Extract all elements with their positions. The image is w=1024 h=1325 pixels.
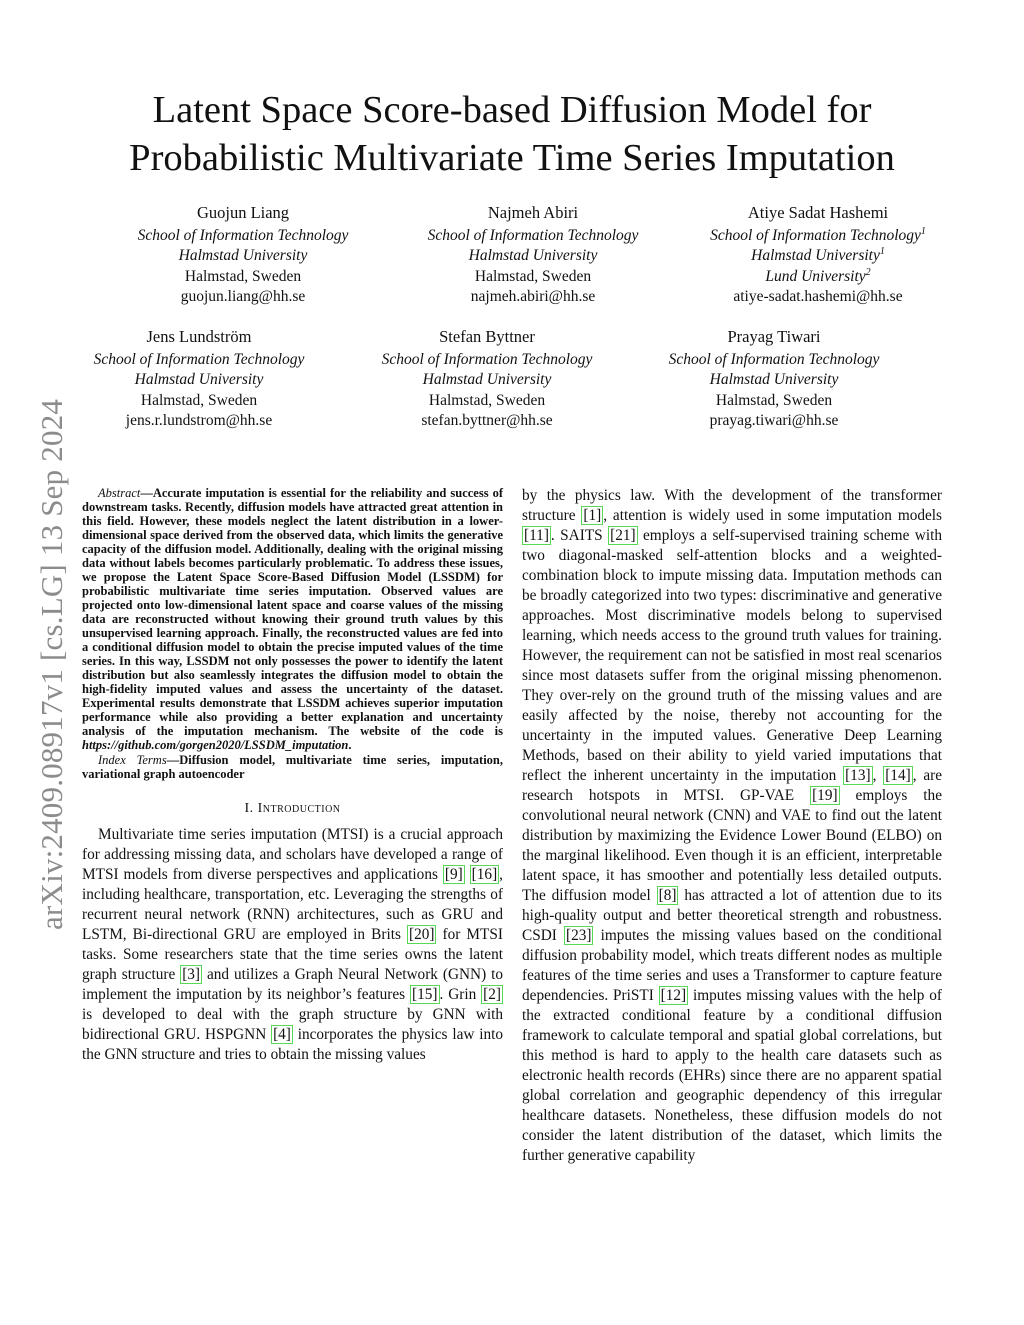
- paper-title: [0, 86, 1024, 182]
- abstract: Abstract—Accurate imputation is essential for the reliability and success of downstream tasks. Recently, diffusion models have attracted great attention in this field. However, these models neglect the latent distribution in a lower-dimensional space derived from the observed data, which limits the generative capacity of the diffusion model. Additionally, dealing with the original missing data without labels becomes particularly problematic. To address these issues, we propose the Latent Space Score-Based Diffusion Model (LSSDM) for probabilistic multivariate time series imputation. Observed values are projected onto low-dimensional latent space and coarse values of the missing data are reconstructed without knowing their ground truth values by this unsupervised learning approach. Finally, the reconstructed values are fed into a conditional diffusion model to obtain the precise imputed values of the time series. In this way, LSSDM not only possesses the power to identify the latent distribution but also seamlessly integrates the diffusion model to obtain the high-fidelity imputed values and assess the uncertainty of the dataset. Experimental results demonstrate that LSSDM achieves superior imputation performance while also providing a better explanation and uncertainty analysis of the imputation mechanism. The website of the code is https://github.com/gorgen2020/LSSDM_imputation.: [82, 486, 503, 752]
- arxiv-identifier: arXiv:2409.08917v1 [cs.LG] 13 Sep 2024: [34, 398, 69, 930]
- author-block-5: [342, 327, 632, 432]
- right-column: [522, 486, 942, 1166]
- title-line-2: Probabilistic Multivariate Time Series Imputation: [129, 137, 895, 179]
- author-location: Halmstad, Sweden: [474, 267, 592, 285]
- author-email: stefan.byttner@hh.se: [421, 412, 553, 430]
- author-school: School of Information Technology: [668, 350, 880, 368]
- citation-link[interactable]: [19]: [812, 787, 838, 804]
- author-university: Halmstad University: [468, 247, 598, 265]
- author-name: Guojun Liang: [196, 203, 290, 222]
- author-university: Halmstad University: [422, 371, 552, 389]
- citation-link[interactable]: [16]: [471, 866, 498, 883]
- author-block-4: [54, 327, 344, 432]
- author-university: Halmstad University: [134, 371, 264, 389]
- author-email: najmeh.abiri@hh.se: [470, 288, 596, 306]
- index-terms: [82, 753, 503, 781]
- citation-link[interactable]: [13]: [845, 767, 871, 784]
- abstract-label: Abstract: [98, 486, 141, 500]
- author-name: Jens Lundström: [146, 327, 252, 346]
- left-column: [82, 486, 503, 1065]
- author-name: Stefan Byttner: [439, 327, 535, 346]
- intro-paragraph-continued: by the physics law. With the development of the transformer structure [1] , attention is widely used in some imputation models [11] . SAITS [21] employs a self-supervised training scheme with two diagonal-masked self-attention blocks and a weighted-combination block to impute missing data. Imputation methods can be broadly categorized into two types: discriminative and generative approaches. Most discriminative models belong to supervised learning, which needs access to the ground truth values for training. However, the requirement can not be satisfied in most real scenarios since most datasets suffer from the original missing phenomenon. They over-rely on the ground truth of the missing values and are easily affected by the noise, thereby not accounting for the uncertainty in the imputed values. Generative Deep Learning Methods, based on their ability to yield varied imputations that reflect the inherent uncertainty in the imputation [13] , [14] , are research hotspots in MTSI. GP-VAE [19] employs the convolutional neural network (CNN) and VAE to find out the latent distribution by maximizing the Evidence Lower Bound (ELBO) on the marginal likelihood. Even though it is an efficient, interpretable latent space, it has smoother and potentially less detailed outputs. The diffusion model [8] has attracted a lot of attention due to its high-quality output and better theoretical strength and robustness. CSDI [23] imputes the missing values based on the conditional diffusion probability model, which treats different nodes as multiple features of the time series and uses a Transformer to capture feature dependencies. PriSTI [12] imputes missing values with the help of the extracted conditional feature by a conditional diffusion framework to calculate temporal and spatial global correlations, but this method is hard to apply to the health care datasets such as electronic health records (EHRs) since there are no apparent spatial global correlation and geographic dependency of this irregular healthcare datasets. Nonetheless, these diffusion models do not consider the latent distribution of the dataset, which limits the further generative capability: [522, 487, 943, 1164]
- author-name: Prayag Tiwari: [727, 327, 821, 346]
- author-name: Najmeh Abiri: [487, 203, 579, 222]
- author-location: Halmstad, Sweden: [184, 267, 302, 285]
- author-email: guojun.liang@hh.se: [180, 288, 306, 306]
- author-email: atiye-sadat.hashemi@hh.se: [733, 288, 903, 306]
- author-school: School of Information Technology: [137, 226, 349, 244]
- code-link[interactable]: https://github.com/gorgen2020/LSSDM_imputation: [82, 738, 349, 752]
- author-block-6: [629, 327, 919, 432]
- author-university: Halmstad University: [178, 247, 308, 265]
- citation-link[interactable]: [2]: [483, 986, 502, 1003]
- author-school: School of Information Technology: [381, 350, 593, 368]
- author-location: Halmstad, Sweden: [140, 391, 258, 409]
- author-block-3: [673, 203, 963, 308]
- citation-link[interactable]: [11]: [524, 527, 549, 544]
- citation-link[interactable]: [14]: [885, 767, 911, 784]
- citation-link[interactable]: [12]: [660, 987, 687, 1004]
- author-university: Halmstad University: [709, 371, 839, 389]
- author-school: School of Information Technology$^1$: [710, 225, 926, 244]
- author-university-2: Lund University$^2$: [765, 266, 871, 285]
- author-school: School of Information Technology: [427, 226, 639, 244]
- citation-link[interactable]: [15]: [412, 986, 438, 1003]
- citation-link[interactable]: [1]: [583, 507, 602, 524]
- citation-link[interactable]: [4]: [273, 1026, 291, 1043]
- citation-link[interactable]: [8]: [658, 887, 677, 904]
- citation-link[interactable]: [9]: [444, 866, 463, 883]
- index-terms-label: Index Terms: [98, 753, 167, 767]
- author-email: jens.r.lundstrom@hh.se: [125, 412, 273, 430]
- title-line-1: Latent Space Score-based Diffusion Model for: [152, 89, 872, 131]
- author-name: Atiye Sadat Hashemi: [747, 203, 889, 222]
- author-school: School of Information Technology: [93, 350, 305, 368]
- section-heading: I. Introduction: [244, 801, 341, 816]
- citation-link[interactable]: [3]: [182, 966, 201, 983]
- citation-link[interactable]: [21]: [610, 527, 636, 544]
- author-location: Halmstad, Sweden: [715, 391, 833, 409]
- author-location: Halmstad, Sweden: [428, 391, 546, 409]
- author-university: Halmstad University$^1$: [751, 246, 885, 265]
- author-block-1: [98, 203, 388, 308]
- intro-paragraph: Multivariate time series imputation (MTSI) is a crucial approach for addressing missing data, and scholars have developed a range of MTSI models from diverse perspectives and applications [9] [16] , including healthcare, transportation, etc. Leveraging the strengths of recurrent neural network (RNN) architectures, such as GRU and LSTM, Bi-directional GRU are employed in Brits [20] for MTSI tasks. Some researchers state that the time series owns the latent graph structure [3] and utilizes a Graph Neural Network (GNN) to implement the imputation by its neighbor’s features [15] . Grin [2] is developed to deal with the graph structure by GNN with bidirectional GRU. HSPGNN [4] incorporates the physics law into the GNN structure and tries to obtain the missing values: [82, 826, 504, 1063]
- index-terms-body: —Diffusion model, multivariate time series, imputation, variational graph autoencoder: [82, 753, 504, 781]
- citation-link[interactable]: [20]: [408, 926, 435, 943]
- abstract-body: —Accurate imputation is essential for the reliability and success of downstream tasks. Recently, diffusion models have attracted great attention in this field. However, these models neglect the latent distribution in a lower-dimensional space derived from the observed data, which limits the generative capacity of the diffusion model. Additionally, dealing with the original missing data without labels becomes particularly problematic. To address these issues, we propose the Latent Space Score-Based Diffusion Model (LSSDM) for probabilistic multivariate time series imputation. Observed values are projected onto low-dimensional latent space and coarse values of the missing data are reconstructed without knowing their ground truth values by this unsupervised learning approach. Finally, the reconstructed values are fed into a conditional diffusion model to obtain the precise imputed values of the time series. In this way, LSSDM not only possesses the power to identify the latent distribution but also seamlessly integrates the diffusion model to obtain the high-fidelity imputed values and assess the uncertainty of the dataset. Experimental results demonstrate that LSSDM achieves superior imputation performance while also providing a better explanation and uncertainty analysis of the imputation mechanism. The website of the code is: [82, 486, 503, 738]
- citation-link[interactable]: [23]: [565, 927, 592, 944]
- author-block-2: [388, 203, 678, 308]
- author-email: prayag.tiwari@hh.se: [709, 412, 839, 430]
